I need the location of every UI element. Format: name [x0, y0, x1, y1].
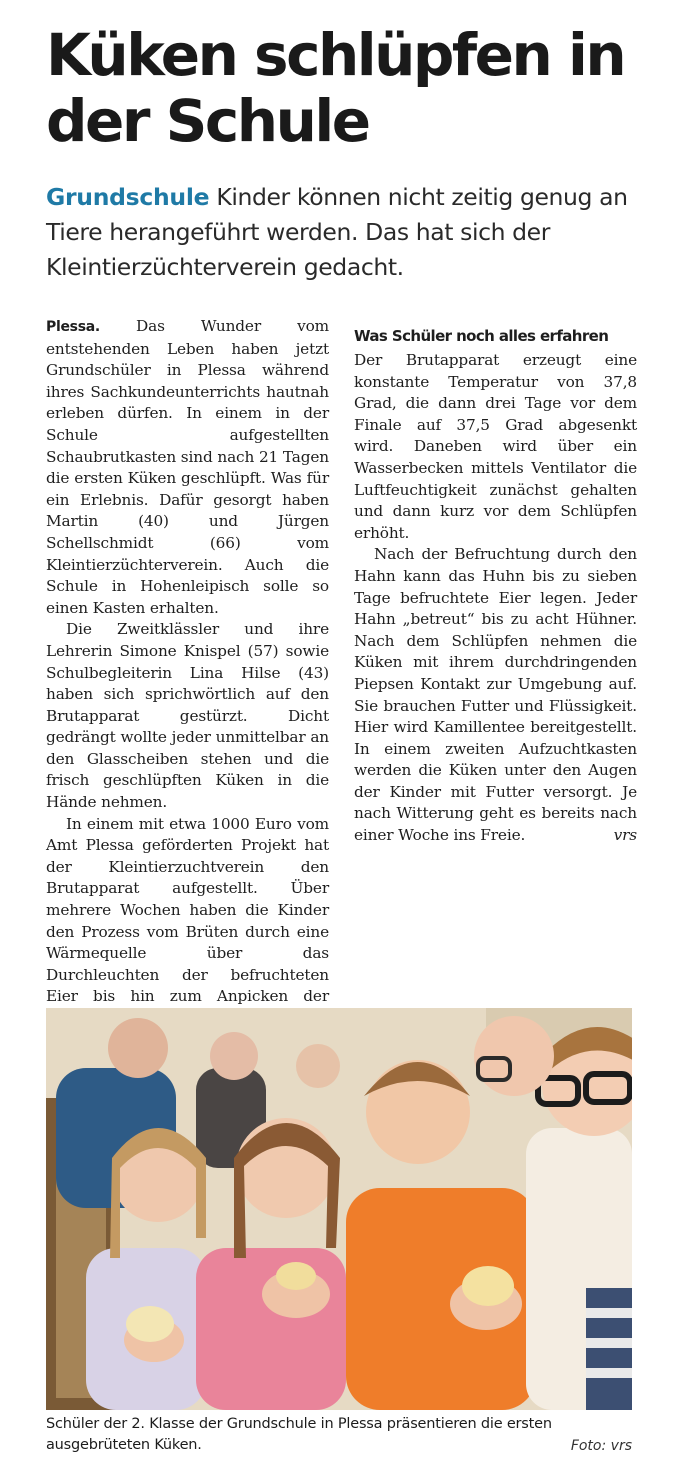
headline: Küken schlüpfen in der Schule [46, 21, 625, 155]
article-column-left [46, 316, 329, 1073]
author-initials: vrs [613, 826, 637, 845]
deck [46, 180, 646, 285]
article-column-right [354, 316, 637, 847]
photo-illustration [46, 1008, 632, 1410]
paragraph-2: Die Zweitklässler und ihre Lehrerin Simone Knispel (57) sowie Schulbegleiterin Lina Hilse (43) haben sich sprichwörtlich auf den Brutapparat gestürzt. Dicht gedrängt wollte jeder unmittelbar an den Glasscheiben stehen und die frisch geschlüpften Küken in die Hände nehmen. [46, 620, 329, 812]
article-photo [46, 1008, 632, 1410]
paragraph-5-text: Nach der Befruchtung durch den Hahn kann das Huhn bis zu sieben Tage befruchtete Eier legen. Jeder Hahn „betreut“ bis zu acht Hühner. Nach dem Schlüpfen nehmen die Küken mit ihrem durchdringenden Piepsen Kontakt zur Umgebung auf. Sie brauchen Futter und Flüssigkeit. Hier wird Kamillentee bereitgestellt. In einem zweiten Aufzuchtkasten werden die Küken unter den Augen der Kinder mit Futter versorgt. Je nach Witterung geht es bereits nach einer Woche ins Freie. [354, 545, 637, 845]
photo-credit: Foto: vrs [570, 1438, 632, 1454]
paragraph-1 [46, 316, 329, 619]
paragraph-4: Der Brutapparat erzeugt eine konstante Temperatur von 37,8 Grad, die dann drei Tage vor dem Finale auf 37,5 Grad abgesenkt wird. Daneben wird über ein Wasserbecken mittels Ventilator die Luftfeuchtigkeit zunächst gehalten und dann kurz vor dem Schlüpfen erhöht. [354, 351, 637, 542]
subheading: Was Schüler noch alles erfahren [354, 327, 609, 345]
deck-text: Kinder können nicht zeitig genug an Tiere herangeführt werden. Das hat sich der Kleintierzüchterverein gedacht. [46, 183, 628, 281]
photo-caption: Schüler der 2. Klasse der Grundschule in Plessa präsentieren die ersten ausgebrüteten Küken. [46, 1416, 552, 1453]
paragraph-1-text: Das Wunder vom entstehenden Leben haben jetzt Grundschüler in Plessa während ihres Sachkundeunterrichts hautnah erleben dürfen. In einem in der Schule aufgestellten Schaubrutkasten sind nach 21 Tagen die ersten Küken geschlüpft. Was für ein Erlebnis. Dafür gesorgt haben Martin (40) und Jürgen Schellschmidt (66) vom Kleintierzüchterverein. Auch die Schule in Hohenleipisch solle so einen Kasten erhalten. [46, 317, 329, 617]
dateline: Plessa. [46, 319, 100, 335]
kicker: Grundschule [46, 183, 210, 211]
paragraph-5 [354, 544, 637, 846]
paragraph-3: In einem mit etwa 1000 Euro vom Amt Plessa geförderten Projekt hat der Kleintierzuchtverein den Brutapparat aufgestellt. Über mehrere Wochen haben die Kinder den Prozess vom Brüten durch eine Wärmequelle über das Durchleuchten der befruchteten Eier bis hin zum Anpicken der [46, 814, 329, 1006]
